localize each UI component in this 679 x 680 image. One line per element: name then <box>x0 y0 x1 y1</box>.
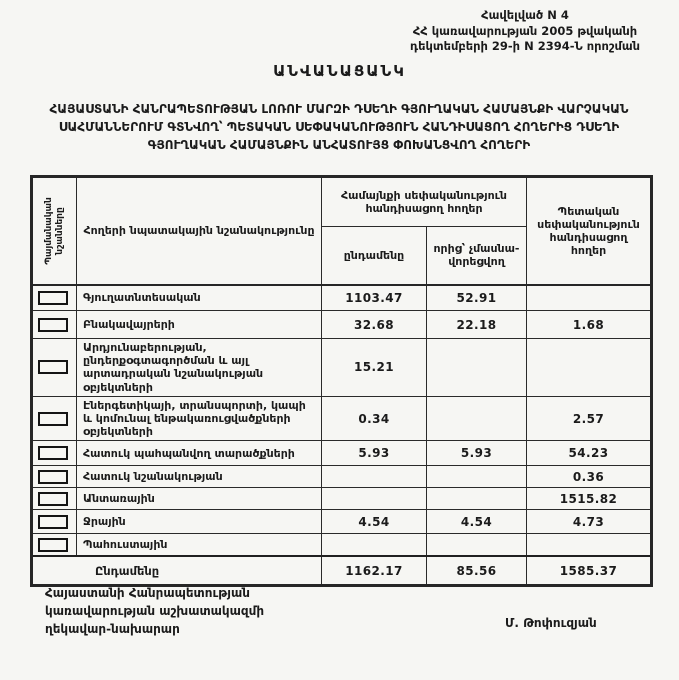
column-header-community-total: ընդամենը <box>322 227 427 285</box>
document-subtitle-line: ԳՅՈՒՂԱԿԱՆ ՀԱՄԱՅՆՔԻՆ ԱՆՀԱՏՈՒՅՑ ՓՈԽԱՆՑՎՈՂ ՀՈՂԵՐԻ <box>147 138 531 152</box>
symbol-cell <box>32 534 77 556</box>
signatory-line: Հայաստանի Հանրապետության <box>45 586 250 600</box>
value-community-total: 1103.47 <box>322 285 427 311</box>
legend-symbol-box <box>38 360 68 374</box>
value-community-total <box>322 466 427 488</box>
value-community-total: 5.93 <box>322 441 427 466</box>
table-row <box>32 510 652 534</box>
land-category-label: Արդյունաբերության, ընդերքօգտագործման և այլ արտադրական նշանակության օբյեկտների <box>77 339 322 397</box>
land-category-label: Հատուկ նշանակության <box>77 466 322 488</box>
symbol-cell <box>32 396 77 441</box>
symbol-cell <box>32 311 77 339</box>
appendix-note <box>375 8 675 55</box>
symbol-cell <box>32 285 77 311</box>
table-total-row <box>32 556 652 586</box>
value-community-total <box>322 488 427 510</box>
value-community-total: 32.68 <box>322 311 427 339</box>
signatory-line: կառավարության աշխատակազմի <box>45 604 265 618</box>
column-header-state: Պետական սեփականություն հանդիսացող հողեր <box>527 177 652 285</box>
value-community-nonprivatizable <box>427 396 527 441</box>
value-community-nonprivatizable <box>427 488 527 510</box>
value-community-total: 15.21 <box>322 339 427 397</box>
total-row-label: Ընդամենը <box>32 556 322 586</box>
value-state: 1515.82 <box>527 488 652 510</box>
value-state <box>527 339 652 397</box>
document-subtitle-line: ՍԱՀՄԱՆՆԵՐՈՒՄ ԳՏՆՎՈՂ՝ ՊԵՏԱԿԱՆ ՍԵՓԱԿԱՆՈՒԹՅՈՒՆ ՀԱՆԴԻՍԱՑՈՂ ՀՈՂԵՐԻՑ ԴՍԵՂԻ <box>58 120 620 134</box>
signatory-block <box>45 584 305 638</box>
signatory-line: ղեկավար-նախարար <box>45 622 180 636</box>
total-state: 1585.37 <box>527 556 652 586</box>
legend-symbol-box <box>38 538 68 552</box>
total-community-nonprivatizable: 85.56 <box>427 556 527 586</box>
table-row <box>32 488 652 510</box>
column-header-purpose: Հողերի նպատակային նշանակությունը <box>77 177 322 285</box>
value-state: 2.57 <box>527 396 652 441</box>
table-row <box>32 534 652 556</box>
column-header-symbols <box>32 177 77 285</box>
symbol-cell <box>32 441 77 466</box>
value-community-nonprivatizable: 52.91 <box>427 285 527 311</box>
symbol-cell <box>32 339 77 397</box>
legend-symbol-box <box>38 515 68 529</box>
legend-symbol-box <box>38 492 68 506</box>
table-row <box>32 339 652 397</box>
value-community-nonprivatizable <box>427 534 527 556</box>
table-row <box>32 466 652 488</box>
column-group-community: Համայնքի սեփականություն հանդիսացող հողեր <box>322 177 527 227</box>
land-category-label: Էներգետիկայի, տրանսպորտի, կապի և կոմունալ ենթակառուցվածքների օբյեկտների <box>77 396 322 441</box>
appendix-note-line: ՀՀ կառավարության 2005 թվականի <box>412 23 638 38</box>
page-title: ԱՆՎԱՆԱՑԱՆԿ <box>273 62 406 80</box>
appendix-note-line: դեկտեմբերի 29-ի N 2394-Ն որոշման <box>409 39 641 54</box>
value-community-total <box>322 534 427 556</box>
table-row <box>32 396 652 441</box>
table-row <box>32 285 652 311</box>
table-header <box>32 177 652 285</box>
value-state <box>527 285 652 311</box>
land-category-label: Անտառային <box>77 488 322 510</box>
table-row <box>32 311 652 339</box>
land-category-label: Բնակավայրերի <box>77 311 322 339</box>
legend-symbol-box <box>38 446 68 460</box>
legend-symbol-box <box>38 291 68 305</box>
appendix-note-line: Հավելված N 4 <box>481 8 569 22</box>
land-category-label: Պահուստային <box>77 534 322 556</box>
legend-symbol-box <box>38 318 68 332</box>
value-community-nonprivatizable <box>427 466 527 488</box>
value-state: 54.23 <box>527 441 652 466</box>
value-state: 0.36 <box>527 466 652 488</box>
table-row <box>32 441 652 466</box>
value-community-nonprivatizable: 22.18 <box>427 311 527 339</box>
land-transfer-table <box>30 175 653 587</box>
value-community-nonprivatizable <box>427 339 527 397</box>
symbol-cell <box>32 466 77 488</box>
symbol-cell <box>32 488 77 510</box>
value-community-nonprivatizable: 4.54 <box>427 510 527 534</box>
total-community-total: 1162.17 <box>322 556 427 586</box>
signature-name: Մ. Թոփուզյան <box>505 616 597 630</box>
land-category-label: Հատուկ պահպանվող տարածքների <box>77 441 322 466</box>
value-state <box>527 534 652 556</box>
symbol-cell <box>32 510 77 534</box>
legend-symbol-box <box>38 470 68 484</box>
column-header-symbols-label: Պայմանական նշանները <box>43 197 65 265</box>
table-body <box>32 285 652 586</box>
document-subtitle <box>19 100 659 154</box>
value-community-total: 0.34 <box>322 396 427 441</box>
value-state: 4.73 <box>527 510 652 534</box>
value-community-total: 4.54 <box>322 510 427 534</box>
value-community-nonprivatizable: 5.93 <box>427 441 527 466</box>
column-header-community-nonprivatizable: որից՝ չմասնավորեցվող <box>427 227 527 285</box>
value-state: 1.68 <box>527 311 652 339</box>
land-category-label: Գյուղատնտեսական <box>77 285 322 311</box>
legend-symbol-box <box>38 412 68 426</box>
document-subtitle-line: ՀԱՅԱՍՏԱՆԻ ՀԱՆՐԱՊԵՏՈՒԹՅԱՆ ԼՈՌՈՒ ՄԱՐԶԻ ԴՍԵՂԻ ԳՅՈՒՂԱԿԱՆ ՀԱՄԱՅՆՔԻ ՎԱՐՉԱԿԱՆ <box>49 102 629 116</box>
land-category-label: Ջրային <box>77 510 322 534</box>
